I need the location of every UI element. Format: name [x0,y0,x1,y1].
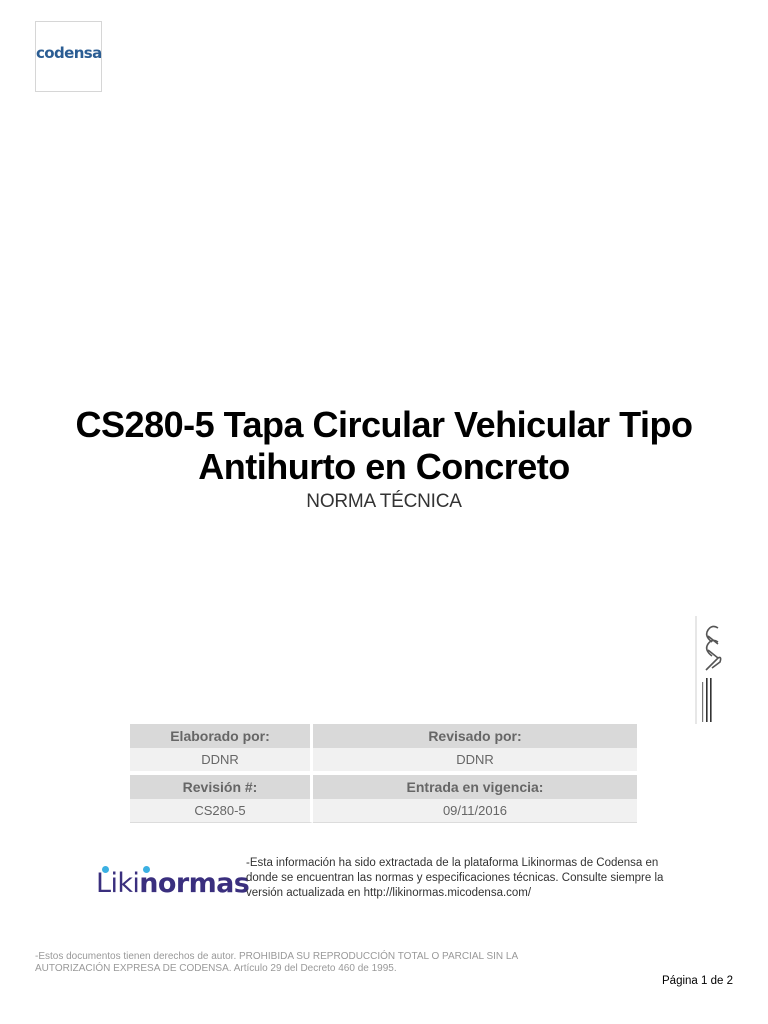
likinormas-logo [96,862,250,904]
likinormas-logo-part1: Liki [96,868,140,899]
page-number: Página 1 de 2 [662,975,733,987]
vigencia-value: 09/11/2016 [313,799,637,823]
document-info-table [130,724,637,823]
revisado-value: DDNR [313,748,637,775]
revision-header: Revisión #: [130,775,313,799]
vigencia-header: Entrada en vigencia: [313,775,637,799]
revision-value: CS280-5 [130,799,313,823]
ssp-stamp-icon [690,612,726,730]
codensa-logo [35,21,102,92]
copyright-notice: -Estos documentos tienen derechos de autor. PROHIBIDA SU REPRODUCCIÓN TOTAL O PARCIAL SIN LA AUTORIZACIÓN EXPRESA DE CODENSA. Artículo 29 del Decreto 460 de 1995. [35,951,518,974]
document-subtitle: NORMA TÉCNICA [306,491,462,512]
elaborado-value: DDNR [130,748,313,775]
likinormas-note: -Esta información ha sido extractada de la plataforma Likinormas de Codensa en donde se encuentran las normas y especificaciones técnicas. Consulte siempre la versión actualizada en http://likinormas.micodensa.com/ [246,857,664,899]
likinormas-logo-part2: normas [139,868,250,899]
elaborado-header: Elaborado por: [130,724,313,748]
revisado-header: Revisado por: [313,724,637,748]
codensa-logo-text: codensa [36,44,102,62]
document-title: CS280-5 Tapa Circular Vehicular Tipo Antihurto en Concreto [75,404,693,487]
